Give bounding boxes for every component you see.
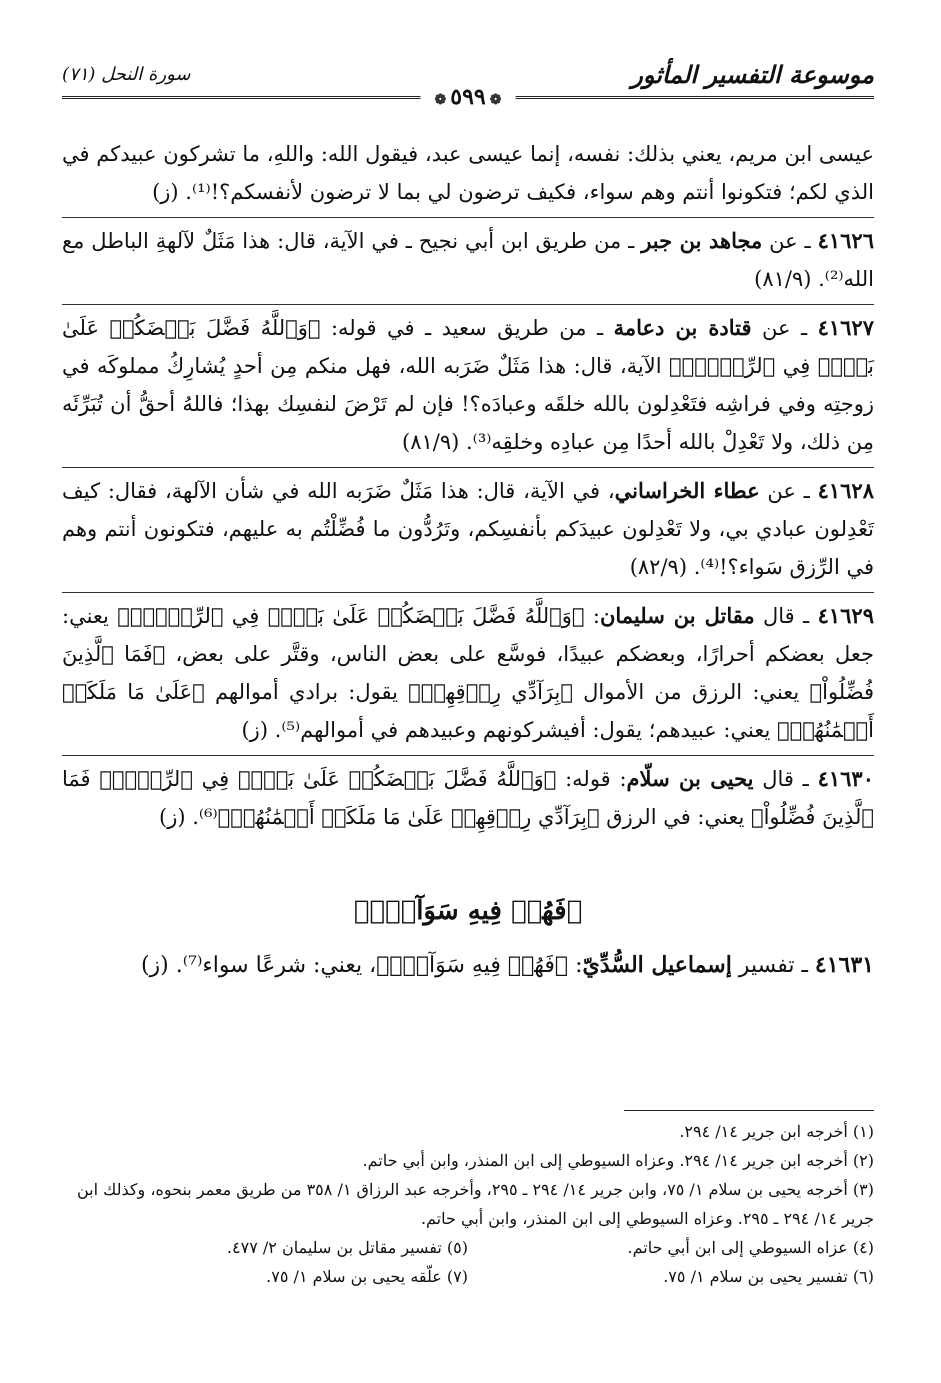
narrator-name: إسماعيل السُّدِّيّ: [582, 952, 732, 978]
narrator-name: عطاء الخراساني: [614, 478, 760, 503]
footnote-divider: [624, 1110, 874, 1111]
page-header: [62, 52, 874, 110]
narration-text: : قوله: ﴿وَٱللَّهُ فَضَّلَ بَعۡضَكُمۡ عَلَىٰ بَعۡضٖ فِي ٱلرِّزۡقِۚ فَمَا ٱلَّذِينَ فُضِّلُواْ﴾ يعني: في الرزق ﴿بِرَآدِّي رِزۡقِهِمۡ عَلَىٰ مَا مَلَكَتۡ أَيۡمَٰنُهُمۡ﴾⁽⁶⁾. (ز): [62, 767, 874, 829]
footnote-5: (٥) تفسير مقاتل بن سليمان ٢/ ٤٧٧.: [226, 1238, 468, 1257]
narration-number: ٤١٦٢٩: [817, 603, 874, 628]
footnote-row-4-5: [62, 1233, 874, 1262]
narration-text: ـ من طريق ابن أبي نجيح ـ في الآية، قال: هذا مَثَلٌ لآلهةِ الباطل مع الله⁽²⁾. (٨١/٩): [62, 229, 874, 291]
narrator-name: قتادة بن دعامة: [613, 315, 752, 340]
footnote-1: (١) أخرجه ابن جرير ١٤/ ٢٩٤.: [679, 1122, 874, 1141]
ornament-icon: ❁: [489, 92, 502, 108]
footnote-3: (٣) أخرجه يحيى بن سلام ١/ ٧٥، وابن جرير ١٤/ ٢٩٤ ـ ٢٩٥، وأخرجه عبد الرزاق ١/ ٣٥٨ من طريق معمر بنحوه، وكذلك ابن جرير ١٤/ ٢٩٤ ـ ٢٩٥. وعزاه السيوطي إلى ابن المنذر، وابن أبي حاتم.: [76, 1180, 874, 1228]
narrator-name: يحيى بن سلّام: [626, 766, 754, 791]
narration-41629: ٤١٦٢٩ ـ قال مقاتل بن سليمان: ﴿وَٱللَّهُ فَضَّلَ بَعۡضَكُمۡ عَلَىٰ بَعۡضٖ فِي ٱلرِّزۡقِۚ﴾ يعني: جعل بعضكم أحرارًا، وبعضكم عبيدًا، فوسَّع على بعض الناس، وقتَّر على بعض، ﴿فَمَا ٱلَّذِينَ فُضِّلُواْ﴾ يعني: الرزق من الأموال ﴿بِرَآدِّي رِزۡقِهِمۡ﴾ يقول: برادي أموالهم ﴿عَلَىٰ مَا مَلَكَتۡ أَيۡمَٰنُهُمۡ﴾ يعني: عبيدهم؛ يقول: أفيشركونهم وعبيدهم في أموالهم⁽⁵⁾. (ز): [62, 592, 874, 755]
narration-number: ٤١٦٢٨: [817, 478, 874, 503]
footnote-4: (٤) عزاه السيوطي إلى ابن أبي حاتم.: [627, 1238, 874, 1257]
footnote-7: (٧) علّقه يحيى بن سلام ١/ ٧٥.: [266, 1267, 468, 1286]
narration-number: ٤١٦٣١: [814, 952, 874, 978]
narration-41631: ٤١٦٣١ ـ تفسير إسماعيل السُّدِّيّ: ﴿فَهُمۡ فِيهِ سَوَآءٌۚ﴾، يعني: شرعًا سواء⁽⁷⁾. (ز): [140, 952, 874, 978]
narration-number: ٤١٦٣٠: [817, 766, 874, 791]
footnote-6: (٦) تفسير يحيى بن سلام ١/ ٧٥.: [663, 1267, 874, 1286]
narration-text: ـ من طريق سعيد ـ في قوله: ﴿وَٱللَّهُ فَضَّلَ بَعۡضَكُمۡ عَلَىٰ بَعۡضٖ فِي ٱلرِّزۡقِۚ﴾ الآية، قال: هذا مَثَلٌ ضَرَبه الله، فهل منكم مِن أحدٍ يُشارِكُ مملوكَه في زوجتِه وفي فراشِه فتَعْدِلون بالله خلقَه وعبادَه؟! فإن لم تَرْضَ لنفسِك بهذا؛ فاللهُ أحقُّ أن تُبَرِّئَه مِن ذلك، ولا تَعْدِلْ بالله أحدًا مِن عبادِه وخلقِه⁽³⁾. (٨١/٩): [62, 316, 874, 454]
verse-heading: ﴿فَهُمۡ فِيهِ سَوَآءٌۚ﴾: [353, 896, 583, 926]
narration-41627: ٤١٦٢٧ ـ عن قتادة بن دعامة ـ من طريق سعيد ـ في قوله: ﴿وَٱللَّهُ فَضَّلَ بَعۡضَكُمۡ عَلَىٰ بَعۡضٖ فِي ٱلرِّزۡقِۚ﴾ الآية، قال: هذا مَثَلٌ ضَرَبه الله، فهل منكم مِن أحدٍ يُشارِكُ مملوكَه في زوجتِه وفي فراشِه فتَعْدِلون بالله خلقَه وعبادَه؟! فإن لم تَرْضَ لنفسِك بهذا؛ فاللهُ أحقُّ أن تُبَرِّئَه مِن ذلك، ولا تَعْدِلْ بالله أحدًا مِن عبادِه وخلقِه⁽³⁾. (٨١/٩): [62, 304, 874, 467]
footnotes: [62, 1110, 874, 1291]
footnote-2: (٢) أخرجه ابن جرير ١٤/ ٢٩٤. وعزاه السيوطي إلى ابن المنذر، وابن أبي حاتم.: [362, 1151, 874, 1170]
book-title: موسوعة التفسير المأثور: [631, 59, 874, 89]
paragraph-continuation: عيسى ابن مريم، يعني بذلك: نفسه، إنما عيسى عبد، فيقول الله: واللهِ، ما تشركون عبيدكم في الذي لكم؛ فتكونوا أنتم وهم سواء، فكيف ترضون لي بما لا ترضون لأنفسكم؟!⁽¹⁾. (ز): [62, 142, 874, 204]
page-number: ❁٥٩٩❁: [421, 84, 516, 110]
narration-41626: ٤١٦٢٦ ـ عن مجاهد بن جبر ـ من طريق ابن أبي نجيح ـ في الآية، قال: هذا مَثَلٌ لآلهةِ الباطل مع الله⁽²⁾. (٨١/٩): [62, 217, 874, 304]
narration-number: ٤١٦٢٦: [817, 228, 874, 253]
main-text: [62, 131, 874, 991]
narration-text: ، في الآية، قال: هذا مَثَلٌ ضَرَبه الله في شأن الآلهة، فقال: كيف تَعْدِلون عبادي بي، ولا تَعْدِلون عبيدَكم بأنفسِكم، وتَرُدُّون ما فُضِّلْتُم به عليهم، فتكونون أنتم وهم في الرِّزق سَواء؟!⁽⁴⁾. (٨٢/٩): [62, 479, 874, 579]
narration-text: : ﴿وَٱللَّهُ فَضَّلَ بَعۡضَكُمۡ عَلَىٰ بَعۡضٖ فِي ٱلرِّزۡقِۚ﴾ يعني: جعل بعضكم أحرارًا، وبعضكم عبيدًا، فوسَّع على بعض الناس، وقتَّر على بعض، ﴿فَمَا ٱلَّذِينَ فُضِّلُواْ﴾ يعني: الرزق من الأموال ﴿بِرَآدِّي رِزۡقِهِمۡ﴾ يقول: برادي أموالهم ﴿عَلَىٰ مَا مَلَكَتۡ أَيۡمَٰنُهُمۡ﴾ يعني: عبيدهم؛ يقول: أفيشركونهم وعبيدهم في أموالهم⁽⁵⁾. (ز): [62, 604, 874, 742]
surah-label: سورة النحل (٧١): [62, 63, 191, 85]
narration-text: : ﴿فَهُمۡ فِيهِ سَوَآءٌۚ﴾، يعني: شرعًا سواء⁽⁷⁾. (ز): [140, 953, 583, 978]
footnote-row-6-7: [62, 1262, 874, 1291]
narration-41630: ٤١٦٣٠ ـ قال يحيى بن سلّام: قوله: ﴿وَٱللَّهُ فَضَّلَ بَعۡضَكُمۡ عَلَىٰ بَعۡضٖ فِي ٱلرِّزۡقِۚ فَمَا ٱلَّذِينَ فُضِّلُواْ﴾ يعني: في الرزق ﴿بِرَآدِّي رِزۡقِهِمۡ عَلَىٰ مَا مَلَكَتۡ أَيۡمَٰنُهُمۡ﴾⁽⁶⁾. (ز): [62, 755, 874, 842]
page: [62, 52, 874, 991]
ornament-icon: ❁: [434, 92, 447, 108]
narrator-name: مقاتل بن سليمان: [599, 603, 755, 628]
narration-41628: ٤١٦٢٨ ـ عن عطاء الخراساني، في الآية، قال: هذا مَثَلٌ ضَرَبه الله في شأن الآلهة، فقال: كيف تَعْدِلون عبادي بي، ولا تَعْدِلون عبيدَكم بأنفسِكم، وتَرُدُّون ما فُضِّلْتُم به عليهم، فتكونون أنتم وهم في الرِّزق سَواء؟!⁽⁴⁾. (٨٢/٩): [62, 467, 874, 592]
narrator-name: مجاهد بن جبر: [641, 228, 763, 253]
narration-number: ٤١٦٢٧: [817, 315, 874, 340]
